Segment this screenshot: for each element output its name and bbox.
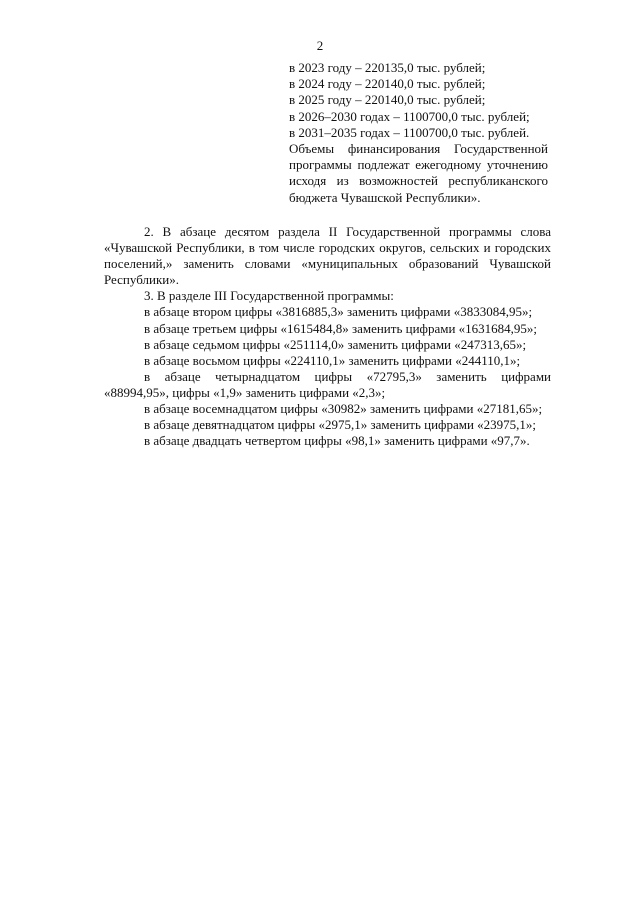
amendments-block	[104, 224, 551, 449]
page-number: 2	[316, 38, 324, 53]
funding-line-2031-2035: в 2031–2035 годах – 1100700,0 тыс. рублей.	[289, 124, 530, 140]
amendment-item-3-line: в абзаце восьмом цифры «224110,1» заменить цифрами «244110,1»;	[144, 352, 521, 368]
amendment-item-3-line: в абзаце четырнадцатом цифры «72795,3» заменить цифрами «88994,95», цифры «1,9» заменить цифрами «2,3»;	[104, 368, 551, 400]
amendment-item-3-line: в абзаце втором цифры «3816885,3» заменить цифрами «3833084,95»;	[144, 304, 533, 320]
amendment-item-3-line: в абзаце восемнадцатом цифры «30982» заменить цифрами «27181,65»;	[144, 401, 543, 417]
funding-line-2024: в 2024 году – 220140,0 тыс. рублей;	[289, 76, 486, 92]
funding-line-2026-2030: в 2026–2030 годах – 1100700,0 тыс. рублей;	[289, 108, 530, 124]
amendment-item-3-heading: 3. В разделе III Государственной программы:	[144, 288, 394, 304]
amendment-item-3-line: в абзаце девятнадцатом цифры «2975,1» заменить цифрами «23975,1»;	[144, 417, 537, 433]
amendment-item-3-line: в абзаце седьмом цифры «251114,0» заменить цифрами «247313,65»;	[144, 336, 527, 352]
funding-volumes-block	[289, 60, 548, 206]
amendment-item-2: 2. В абзаце десятом раздела II Государственной программы слова «Чувашской Республики, в том числе городских округов, сельских и городских поселений,» заменить словами «муниципальных образований Чувашской Республики».	[104, 224, 551, 288]
funding-line-2023: в 2023 году – 220135,0 тыс. рублей;	[289, 60, 486, 75]
amendment-item-3-line: в абзаце двадцать четвертом цифры «98,1» заменить цифрами «97,7».	[144, 433, 530, 449]
funding-note: Объемы финансирования Государственной программы подлежат ежегодному уточнению исходя из возможностей республиканского бюджета Чувашской Республики».	[289, 141, 548, 205]
funding-line-2025: в 2025 году – 220140,0 тыс. рублей;	[289, 92, 486, 108]
amendment-item-3-line: в абзаце третьем цифры «1615484,8» заменить цифрами «1631684,95»;	[144, 320, 538, 336]
